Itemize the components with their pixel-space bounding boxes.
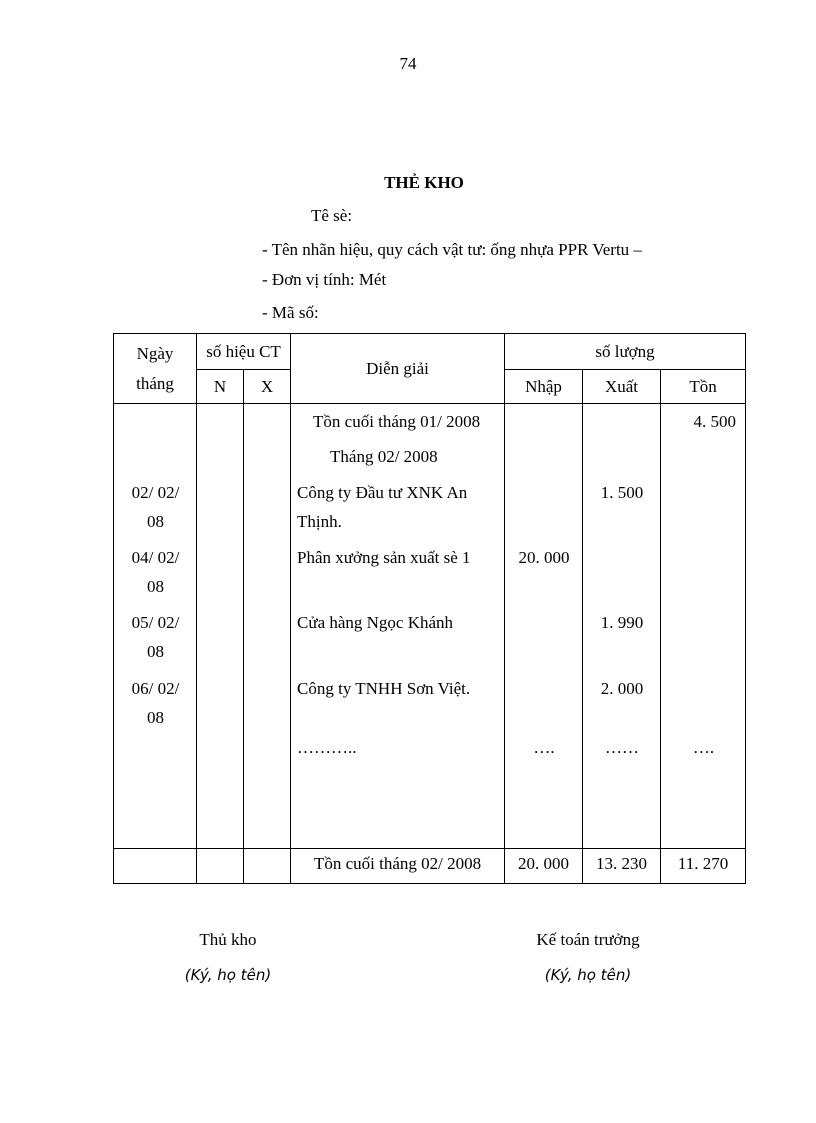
row-export: 2. 000 — [600, 679, 644, 698]
document-title: THẺ KHO — [384, 173, 464, 192]
month-label: Tháng 02/ 2008 — [330, 447, 438, 466]
info-te-se: Tê sè: — [311, 206, 353, 225]
header-date — [114, 334, 197, 404]
row-description: Phân xưởng sản xuất sè 1 — [297, 548, 471, 567]
stock-card-table — [113, 333, 746, 884]
header-quantity: số lượng — [505, 334, 746, 370]
header-date-line1: Ngày — [136, 343, 174, 363]
row-date: 08 — [147, 708, 164, 727]
page-number: 74 — [399, 54, 417, 73]
signature-storekeeper-note: (Ký, họ tên) — [184, 966, 272, 984]
x-column — [244, 404, 291, 849]
row-date: 02/ 02/ — [131, 483, 180, 502]
ellipsis-export: …… — [605, 738, 640, 757]
header-voucher-number: số hiệu CT — [197, 334, 291, 370]
row-description: Công ty TNHH Sơn Việt. — [297, 679, 471, 698]
closing-n-cell — [197, 849, 244, 884]
table-body-row — [114, 404, 746, 849]
signature-storekeeper: Thủ kho — [199, 930, 257, 949]
import-column — [505, 404, 583, 849]
row-date: 05/ 02/ — [131, 613, 180, 632]
header-description: Diễn giải — [291, 334, 505, 404]
row-description: Công ty Đầu tư XNK An — [297, 483, 468, 502]
row-date: 08 — [147, 577, 164, 596]
header-x: X — [244, 370, 291, 404]
opening-balance-label: Tồn cuối tháng 01/ 2008 — [313, 412, 481, 431]
info-product-name: - Tên nhãn hiệu, quy cách vật tư: ống nhựa PPR Vertu – — [262, 240, 642, 259]
header-date-line2: tháng — [136, 373, 174, 393]
balance-column — [661, 404, 746, 849]
header-n: N — [197, 370, 244, 404]
closing-date-cell — [114, 849, 197, 884]
row-description: Cửa hàng Ngọc Khánh — [297, 613, 454, 632]
header-export: Xuất — [583, 370, 661, 404]
info-code: - Mã số: — [262, 303, 319, 322]
header-import: Nhập — [505, 370, 583, 404]
export-column — [583, 404, 661, 849]
closing-balance: 11. 270 — [661, 849, 746, 884]
ellipsis-balance: …. — [692, 738, 715, 757]
closing-x-cell — [244, 849, 291, 884]
row-date: 08 — [147, 642, 164, 661]
closing-balance-label: Tồn cuối tháng 02/ 2008 — [291, 849, 505, 884]
description-column — [291, 404, 505, 849]
row-date: 04/ 02/ — [131, 548, 180, 567]
header-balance: Tồn — [661, 370, 746, 404]
info-unit: - Đơn vị tính: Mét — [262, 270, 387, 289]
signature-chief-accountant-note: (Ký, họ tên) — [544, 966, 632, 984]
ellipsis-description: ……….. — [297, 738, 357, 757]
row-import: 20. 000 — [518, 548, 570, 567]
opening-balance-value: 4. 500 — [693, 412, 737, 431]
date-column — [114, 404, 197, 849]
row-export: 1. 500 — [600, 483, 644, 502]
closing-export: 13. 230 — [583, 849, 661, 884]
n-column — [197, 404, 244, 849]
closing-import: 20. 000 — [505, 849, 583, 884]
closing-balance-row — [114, 849, 746, 884]
row-date: 06/ 02/ — [131, 679, 180, 698]
row-date: 08 — [147, 512, 164, 531]
signature-chief-accountant: Kế toán trưởng — [536, 930, 640, 949]
ellipsis-import: …. — [533, 738, 555, 757]
row-export: 1. 990 — [600, 613, 644, 632]
row-description: Thịnh. — [297, 512, 342, 531]
